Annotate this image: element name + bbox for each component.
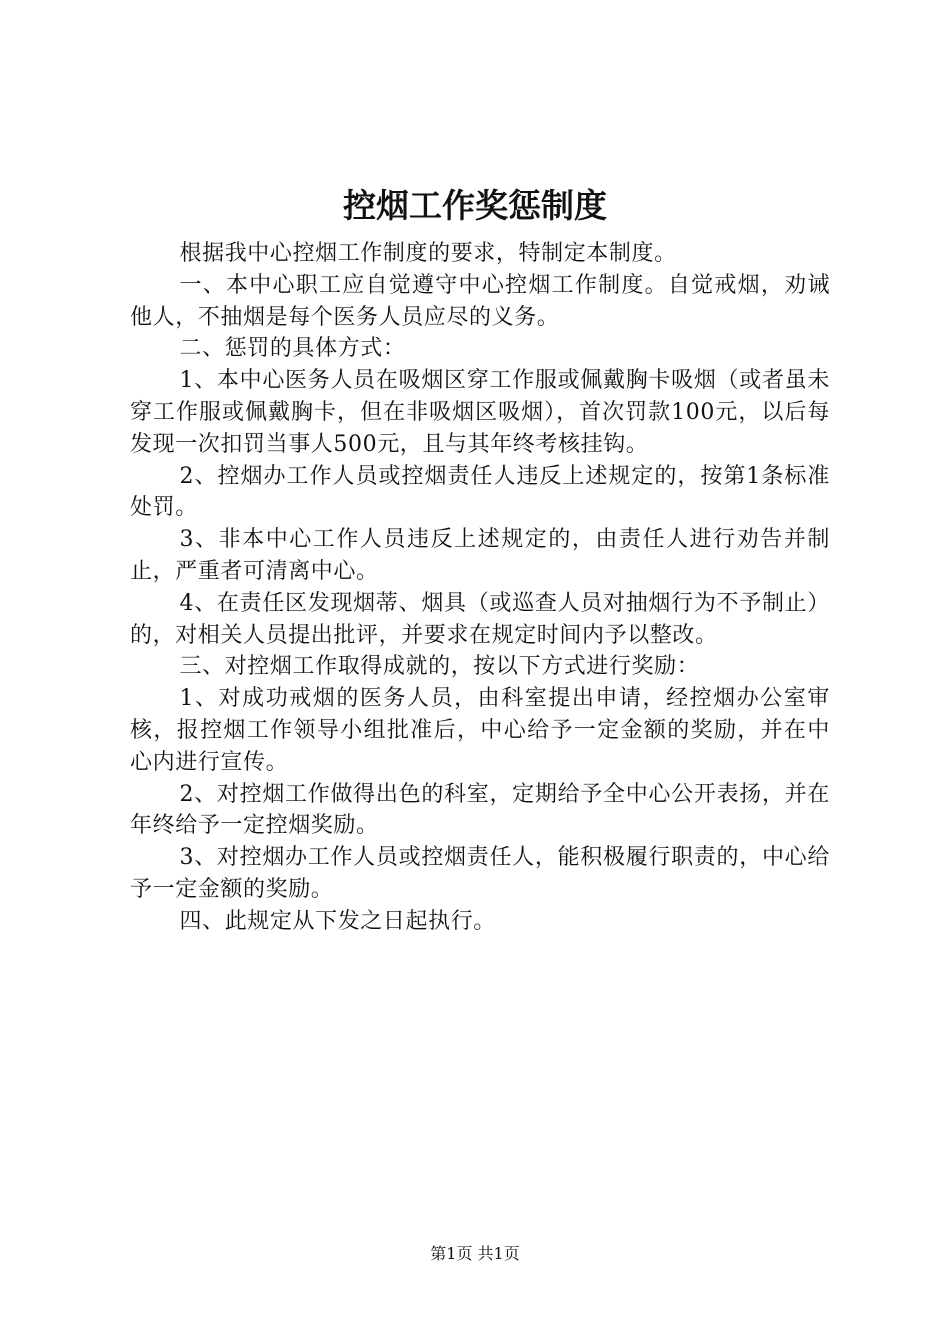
- paragraph-reward-1: 1、对成功戒烟的医务人员，由科室提出申请，经控烟办公室审核，报控烟工作领导小组批准后，中心给予一定金额的奖励，并在中心内进行宣传。: [130, 686, 830, 775]
- paragraph-section-4: 四、此规定从下发之日起执行。: [179, 908, 496, 934]
- page-number-footer: 第1页 共1页: [430, 1244, 520, 1263]
- paragraph-section-1: 一、本中心职工应自觉遵守中心控烟工作制度。自觉戒烟，劝诫他人，不抽烟是每个医务人员应尽的义务。: [130, 272, 830, 330]
- paragraph-reward-3: 3、对控烟办工作人员或控烟责任人，能积极履行职责的，中心给予一定金额的奖励。: [130, 845, 830, 902]
- paragraph-reward-2: 2、对控烟工作做得出色的科室，定期给予全中心公开表扬，并在年终给予一定控烟奖励。: [130, 781, 830, 839]
- paragraph-penalty-1: 1、本中心医务人员在吸烟区穿工作服或佩戴胸卡吸烟（或者虽未穿工作服或佩戴胸卡，但在非吸烟区吸烟），首次罚款100元，以后每发现一次扣罚当事人500元，且与其年终考核挂钩。: [130, 368, 830, 457]
- paragraph-intro: 根据我中心控烟工作制度的要求，特制定本制度。: [179, 241, 677, 266]
- paragraph-section-3-heading: 三、对控烟工作取得成就的，按以下方式进行奖励：: [179, 654, 700, 680]
- paragraph-penalty-3: 3、非本中心工作人员违反上述规定的，由责任人进行劝告并制止，严重者可清离中心。: [130, 527, 830, 584]
- paragraph-penalty-2: 2、控烟办工作人员或控烟责任人违反上述规定的，按第1条标准处罚。: [130, 463, 830, 521]
- paragraph-section-2-heading: 二、惩罚的具体方式：: [179, 336, 406, 362]
- document-body: [130, 238, 830, 938]
- page-title: 控烟工作奖惩制度: [343, 186, 607, 225]
- paragraph-penalty-4: 4、在责任区发现烟蒂、烟具（或巡查人员对抽烟行为不予制止）的，对相关人员提出批评，并要求在规定时间内予以整改。: [130, 590, 830, 648]
